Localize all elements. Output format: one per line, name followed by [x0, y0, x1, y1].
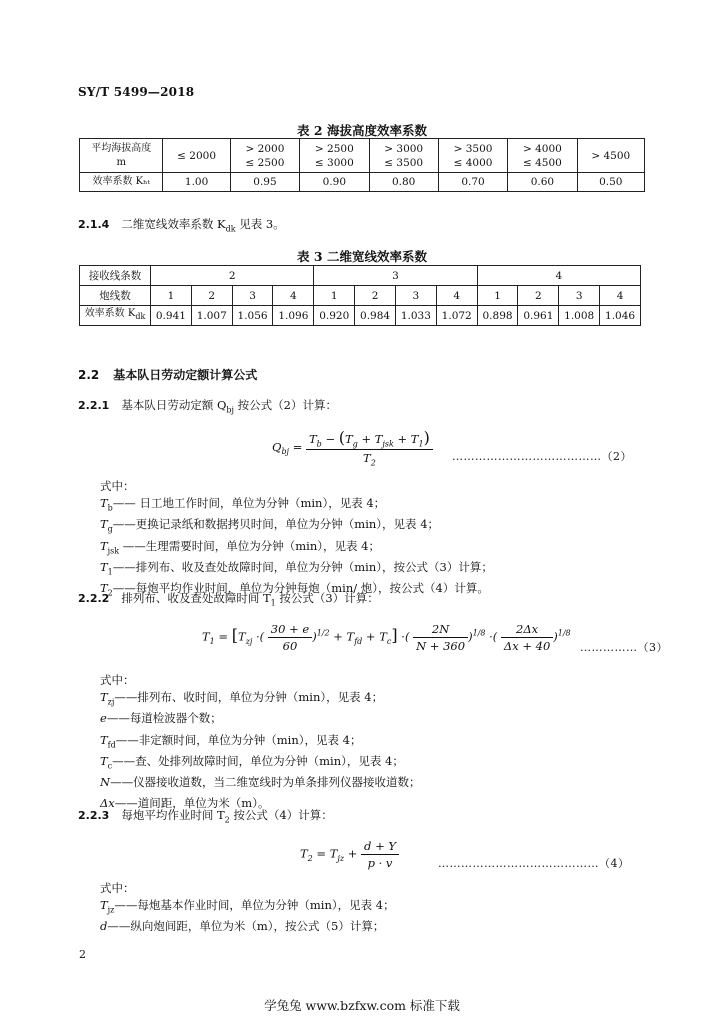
clause-2-1-4: 2.1.4 二维宽线效率系数 $K_{dk}$ 见表 3。: [78, 217, 285, 234]
where-item: $T_{zj}——$排列布、收时间，单位为分钟（min），见表 4；: [100, 690, 384, 707]
formula-3-number: ……………（3）: [580, 641, 668, 654]
footer-watermark: 学兔兔 www.bzfxw.com 标准下载: [264, 998, 460, 1013]
table3-cell: 1.007: [191, 306, 232, 326]
formula-2-number: …………………………………（2）: [452, 450, 632, 463]
table3-cell: 1.046: [600, 306, 641, 326]
table3-shot: 2: [191, 286, 232, 306]
table2-col: ≤ 2000: [163, 139, 230, 173]
where-item: $T_2——$每炮平均作业时间，单位为分钟每炮（min/ 炮），按公式（4）计算。: [100, 581, 489, 598]
table3-cell: 0.961: [518, 306, 559, 326]
where-item: $T_g——$更换记录纸和数据拷贝时间，单位为分钟（min），见表 4；: [100, 517, 440, 534]
table3-cell: 0.941: [151, 306, 192, 326]
table3-shot: 3: [232, 286, 273, 306]
table3-cell: 1.096: [273, 306, 314, 326]
table2-cell: 1.00: [163, 173, 230, 192]
table3-row-label: 效率系数 $K_{dk}$: [80, 306, 151, 326]
table3-group: 2: [151, 266, 314, 286]
table2-caption: 表 2 海拔高度效率系数: [297, 123, 427, 138]
table3-shot: 2: [518, 286, 559, 306]
table2-cell: 0.80: [369, 173, 438, 192]
table3-shot: 4: [600, 286, 641, 306]
table2-cell: 0.70: [438, 173, 507, 192]
where-block-1: 式中： $T_b——$ 日工地工作时间，单位为分钟（min），见表 4； $T_g——$更换记录纸和数据拷贝时间，单位为分钟（min），见表 4； $T_{jsk}$ ——生理需要时间，单位为分钟（min），见表 4； $T_1——$排列布、收及查处故障时间，单位为分钟（min），按公式（3）计算； $T_2——$每炮平均作业时间，单位为分钟每炮（min/ 炮），按公式（4）计算。: [100, 478, 493, 601]
where-block-3: 式中： $T_{jz}——$每炮基本作业时间，单位为分钟（min），见表 4； d——纵向炮间距，单位为米（m），按公式（5）计算；: [100, 880, 395, 940]
table3-shot: 4: [436, 286, 477, 306]
table2-cell: 0.60: [508, 173, 577, 192]
table2-cell: 0.90: [300, 173, 369, 192]
clause-2-2-2: 2.2.2 排列布、收及查处故障时间 $T_1$ 按公式（3）计算：: [78, 591, 379, 608]
table3-cell: 1.008: [559, 306, 600, 326]
table3-cell: 0.984: [355, 306, 396, 326]
table2-cell: 0.50: [577, 173, 644, 192]
formula-4: $T_2 = T_{jz}$ + $\frac{d + Y}{p \cdot v}$: [300, 839, 399, 870]
table3-group: 3: [314, 266, 477, 286]
table2-col: > 2000 ≤ 2500: [230, 139, 299, 173]
where-block-2: 式中： $T_{zj}——$排列布、收时间，单位为分钟（min），见表 4； e——每道检波器个数； $T_{fd}——$非定额时间，单位为分钟（min），见表 4； $T_c——$查、处排列故障时间，单位为分钟（min），见表 4； N——仪器接收道数，当二维宽线时为单条排列仪器接收道数； Δx——道间距，单位为米（m）。: [100, 672, 421, 817]
table3-caption: 表 3 二维宽线效率系数: [297, 249, 427, 264]
table2-col: > 4500: [577, 139, 644, 173]
table3-shot: 1: [151, 286, 192, 306]
table2-col: > 4000 ≤ 4500: [508, 139, 577, 173]
where-item: d——纵向炮间距，单位为米（m），按公式（5）计算；: [100, 919, 385, 934]
table3-cell: 1.072: [436, 306, 477, 326]
table3-cell: 1.033: [395, 306, 436, 326]
table2-col: > 3500 ≤ 4000: [438, 139, 507, 173]
table3-header-label: 接收线条数: [80, 266, 151, 286]
where-item: N——仪器接收道数，当二维宽线时为单条排列仪器接收道数；: [100, 775, 421, 790]
standard-number: SY/T 5499—2018: [78, 85, 195, 99]
table3-cell: 1.056: [232, 306, 273, 326]
where-item: $T_{jz}——$每炮基本作业时间，单位为分钟（min），见表 4；: [100, 898, 395, 915]
clause-2-2-3: 2.2.3 每炮平均作业时间 $T_2$ 按公式（4）计算：: [78, 808, 333, 825]
where-item: $T_c——$查、处排列故障时间，单位为分钟（min），见表 4；: [100, 753, 404, 771]
table2-row-label: 效率系数 Kₕₜ: [80, 173, 163, 192]
table3-shot: 1: [314, 286, 355, 306]
where-item: $T_b——$ 日工地工作时间，单位为分钟（min），见表 4；: [100, 496, 386, 513]
section-2-2-heading: 2.2 基本队日劳动定额计算公式: [78, 368, 258, 382]
table3-shot: 3: [559, 286, 600, 306]
where-item: $T_{fd}——$非定额时间，单位为分钟（min），见表 4；: [100, 732, 362, 749]
table3-shot: 2: [355, 286, 396, 306]
where-item: $T_{jsk}$ ——生理需要时间，单位为分钟（min），见表 4；: [100, 538, 380, 555]
table3-cell: 0.920: [314, 306, 355, 326]
table3-cell: 0.898: [477, 306, 518, 326]
table3-shot: 3: [395, 286, 436, 306]
table3: [79, 265, 641, 326]
table3-shot: 1: [477, 286, 518, 306]
table2-col: > 3000 ≤ 3500: [369, 139, 438, 173]
table2-col: > 2500 ≤ 3000: [300, 139, 369, 173]
page-number: 2: [79, 948, 86, 961]
clause-2-2-1: 2.2.1 基本队日劳动定额 $Q_{bj}$ 按公式（2）计算：: [78, 398, 338, 415]
formula-2: $Q_{bj}$ = $\frac{T_b - (T_g + T_{jsk} + T_1)}{T_2}$: [272, 428, 433, 468]
table3-shot: 4: [273, 286, 314, 306]
table2-header-label: 平均海拔高度 m: [80, 139, 163, 173]
where-item: $T_1——$排列布、收及查处故障时间，单位为分钟（min），按公式（3）计算；: [100, 559, 493, 577]
where-item: e——每道检波器个数；: [100, 711, 222, 726]
formula-4-number: ……………………………………（4）: [438, 857, 630, 870]
formula-3: $T_1 = [T_{zj}$ ·( $\frac{30 + e}{60}$ )$^{1/2} + T_{fd} + T_c$] ·( $\frac{2N}{N + 360}$ )$^{1/8}$ ·( $\frac{2\Delta x}{\Delta x + 40}$ )$^{1/8}$: [202, 622, 571, 653]
table2: [79, 138, 645, 192]
table3-group: 4: [477, 266, 640, 286]
table3-row-label: 炮线数: [80, 286, 151, 306]
table2-cell: 0.95: [230, 173, 299, 192]
where-item: Δx——道间距，单位为米（m）。: [100, 796, 270, 811]
